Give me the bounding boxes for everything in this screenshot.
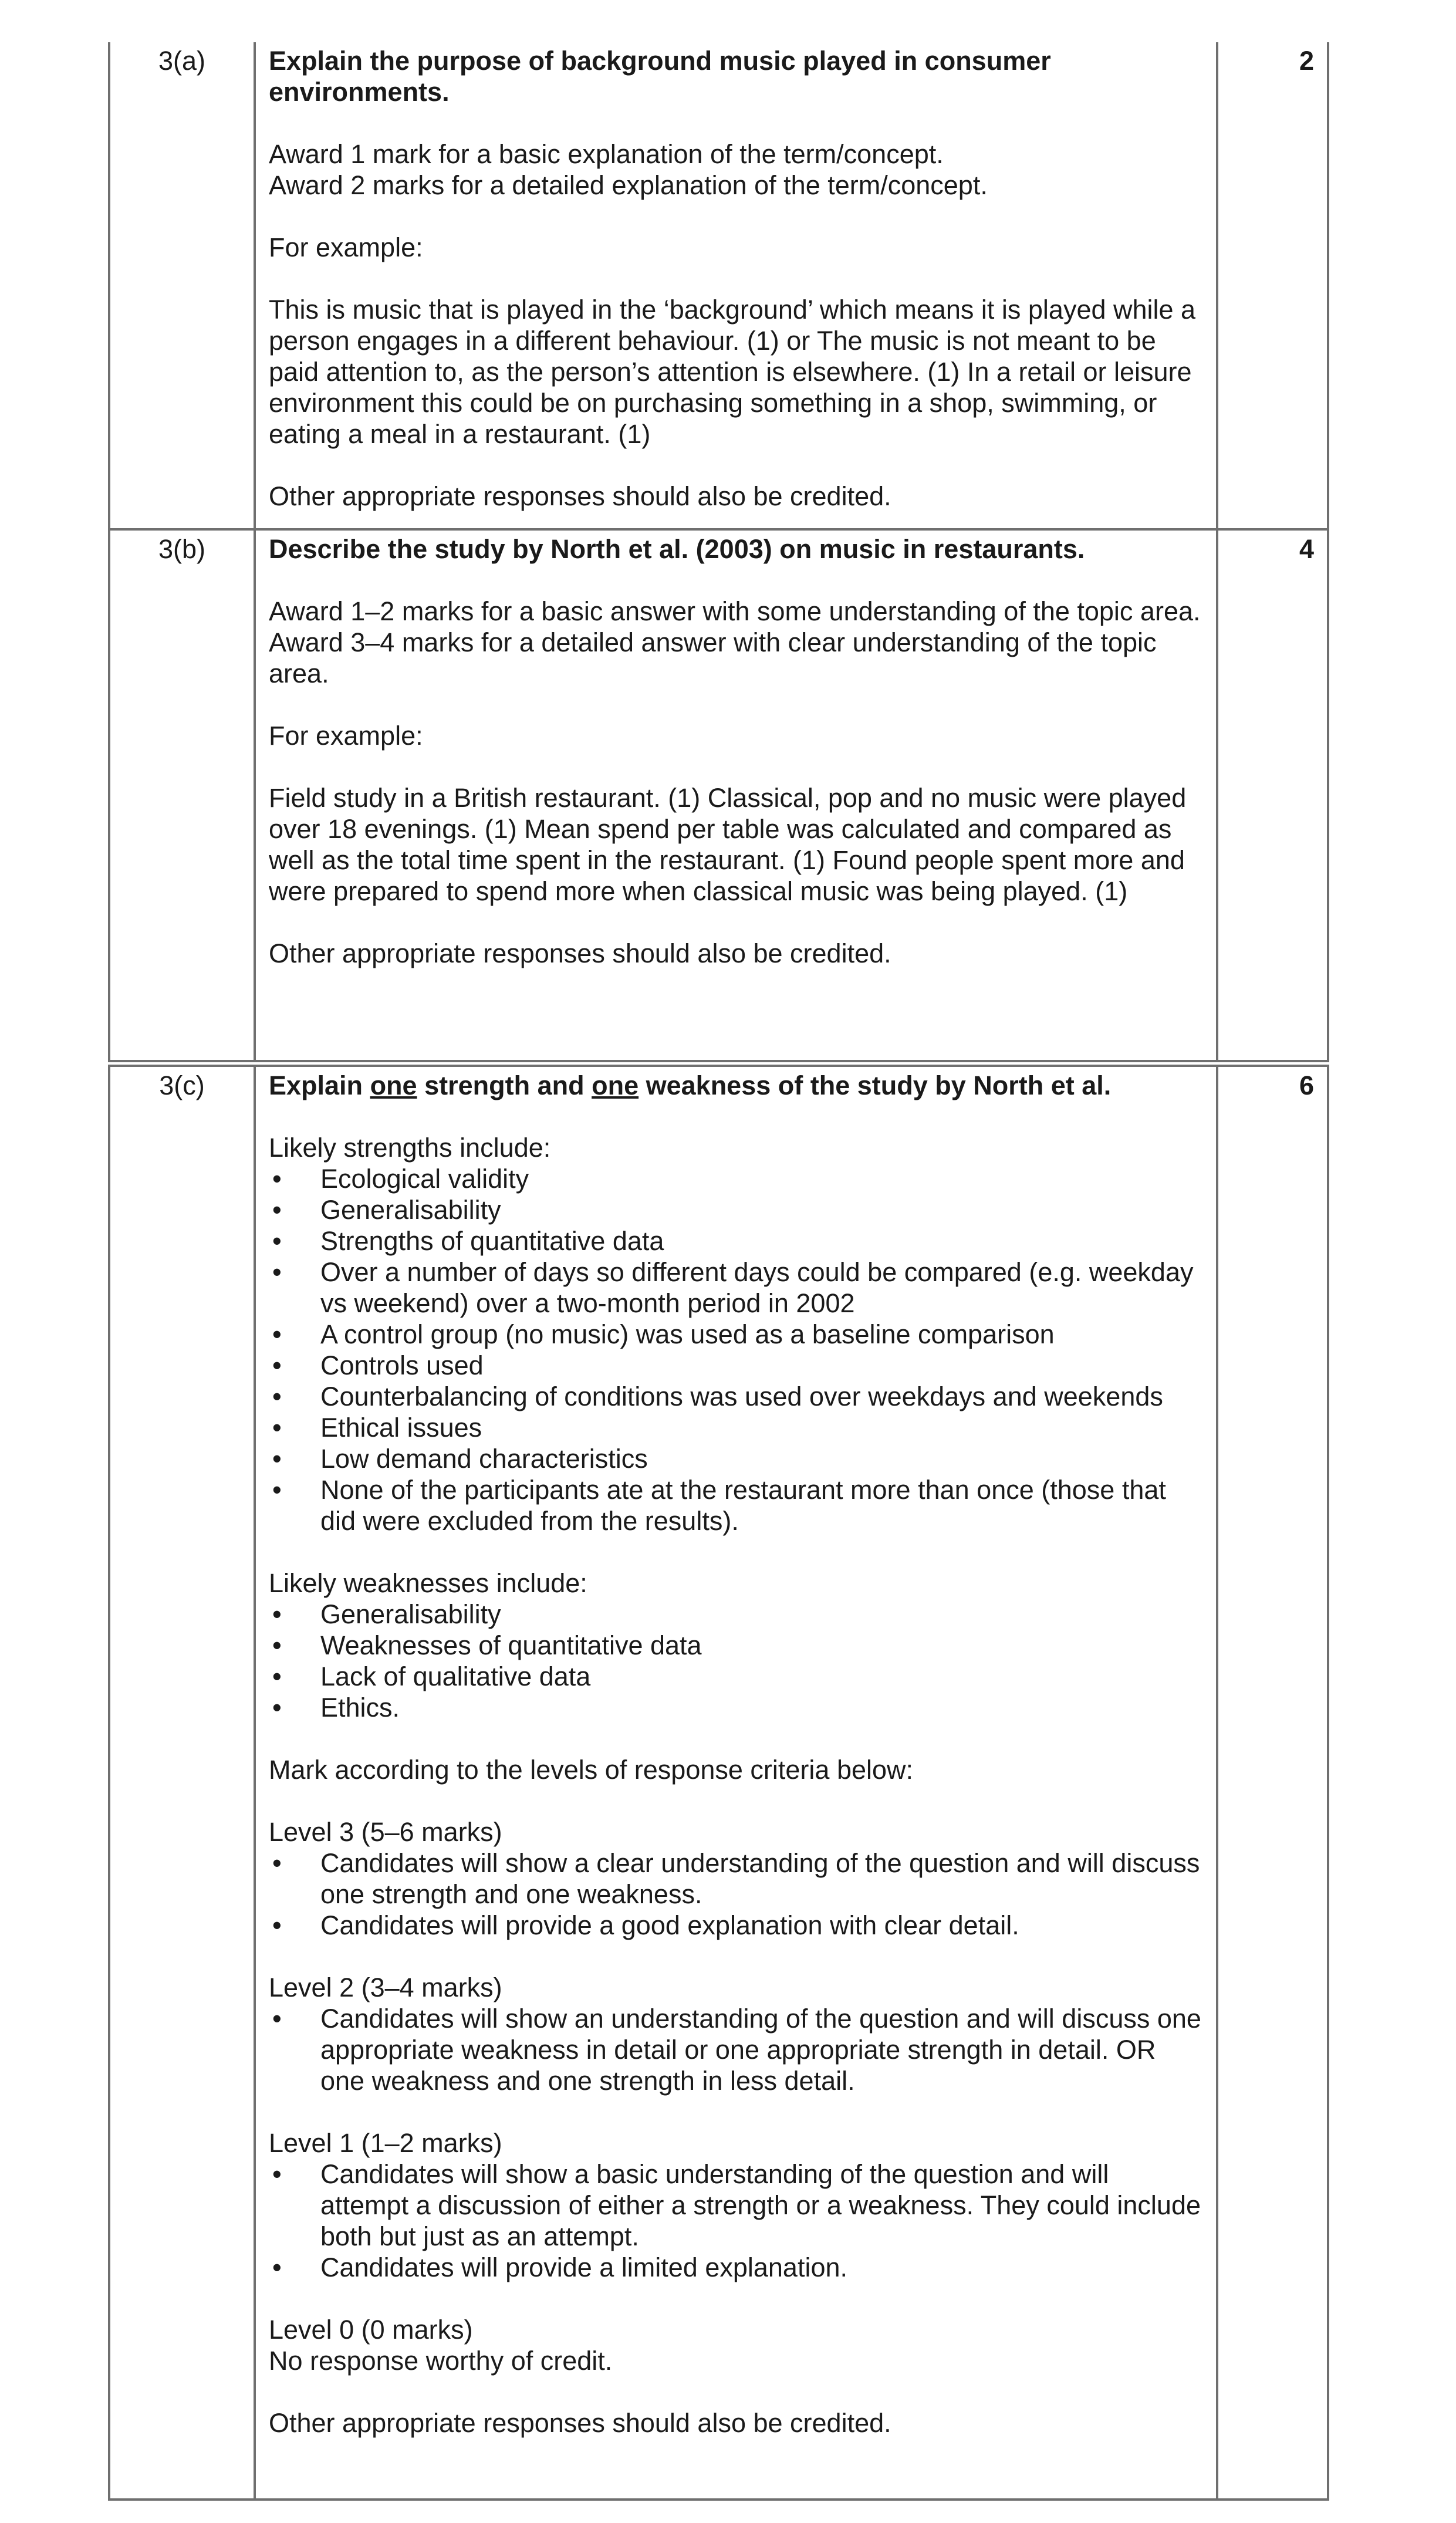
question-text: Describe the study by North et al. (2003) on music in restaurants. [269,534,1085,564]
mark-scheme [108,42,1327,2501]
level-criteria-list [269,2003,1203,2096]
level-title: Level 2 (3–4 marks) [269,1973,502,2002]
list-item: • Candidates will show a basic understanding of the question and will attempt a discussion of either a strength or a weakness. They could include both but just as an attempt. [269,2159,1203,2252]
mark-scheme-table [108,42,1329,2501]
other-responses-note: Other appropriate responses should also be credited. [269,2408,891,2438]
answer-guidance [255,42,1217,529]
list-item: • Over a number of days so different days could be compared (e.g. weekday vs weekend) over a two-month period in 2002 [269,1257,1203,1319]
example-label: For example: [269,232,423,262]
weaknesses-list [269,1599,1203,1723]
example-answer: This is music that is played in the ‘background’ which means it is played while a person engages in a different behaviour. (1) or The music is not meant to be paid attention to, as the person’s attention is elsewhere. (1) In a retail or leisure environment this could be on purchasing something in a shop, swimming, or eating a meal in a restaurant. (1) [269,295,1196,449]
question-emphasis: one [370,1070,417,1100]
criteria-intro: Mark according to the levels of response criteria below: [269,1755,914,1785]
list-item: • Controls used [269,1350,1203,1381]
question-text-part: weakness of the study by North et al. [639,1070,1112,1100]
list-item: • Lack of qualitative data [269,1661,1203,1692]
award-criterion: Award 1–2 marks for a basic answer with some understanding of the topic area. [269,596,1201,626]
question-number: 3(b) [109,529,255,1063]
award-criterion: Award 2 marks for a detailed explanation of the term/concept. [269,170,988,200]
level-description: No response worthy of credit. [269,2346,613,2376]
strengths-list [269,1163,1203,1536]
question-text-part: Explain [269,1070,370,1100]
example-answer: Field study in a British restaurant. (1) Classical, pop and no music were played over 18 evenings. (1) Mean spend per table was calculated and compared as well as the total time spent in the restaurant. (1) Found people spent more and were prepared to spend more when classical music was being played. (1) [269,783,1187,906]
question-emphasis: one [592,1070,639,1100]
question-row-3a [109,42,1328,529]
answer-guidance [255,529,1217,1063]
question-number: 3(c) [109,1063,255,2500]
list-item: • Generalisability [269,1599,1203,1630]
level-criteria-list [269,2159,1203,2283]
list-item: • Ethics. [269,1692,1203,1723]
marks-value: 6 [1217,1063,1328,2500]
list-item: • Candidates will provide a limited explanation. [269,2252,1203,2283]
list-item: • Candidates will show a clear understanding of the question and will discuss one strength and one weakness. [269,1848,1203,1910]
question-text: Explain the purpose of background music played in consumer environments. [269,46,1051,107]
list-item: • Candidates will provide a good explanation with clear detail. [269,1910,1203,1941]
list-item: • Counterbalancing of conditions was used over weekdays and weekends [269,1381,1203,1412]
question-number: 3(a) [109,42,255,529]
question-text [269,1070,1203,1101]
list-item: • Strengths of quantitative data [269,1225,1203,1257]
marks-value: 4 [1217,529,1328,1063]
weaknesses-label: Likely weaknesses include: [269,1568,587,1598]
list-item: • Ethical issues [269,1412,1203,1443]
level-title: Level 0 (0 marks) [269,2315,473,2345]
other-responses-note: Other appropriate responses should also be credited. [269,481,891,511]
marks-value: 2 [1217,42,1328,529]
answer-guidance [255,1063,1217,2500]
strengths-label: Likely strengths include: [269,1133,551,1163]
level-title: Level 1 (1–2 marks) [269,2128,502,2158]
list-item: • Low demand characteristics [269,1443,1203,1474]
question-row-3b [109,529,1328,1063]
list-item: • Ecological validity [269,1163,1203,1194]
level-title: Level 3 (5–6 marks) [269,1817,502,1847]
example-label: For example: [269,721,423,751]
list-item: • Weaknesses of quantitative data [269,1630,1203,1661]
question-row-3c [109,1063,1328,2500]
award-criterion: Award 1 mark for a basic explanation of the term/concept. [269,139,944,169]
list-item: • None of the participants ate at the restaurant more than once (those that did were excluded from the results). [269,1474,1203,1536]
award-criterion: Award 3–4 marks for a detailed answer with clear understanding of the topic area. [269,627,1157,688]
level-criteria-list [269,1848,1203,1941]
list-item: • A control group (no music) was used as a baseline comparison [269,1319,1203,1350]
list-item: • Generalisability [269,1194,1203,1225]
list-item: • Candidates will show an understanding of the question and will discuss one appropriate weakness in detail or one appropriate strength in detail. OR one weakness and one strength in less detail. [269,2003,1203,2096]
other-responses-note: Other appropriate responses should also be credited. [269,938,891,968]
question-text-part: strength and [417,1070,592,1100]
